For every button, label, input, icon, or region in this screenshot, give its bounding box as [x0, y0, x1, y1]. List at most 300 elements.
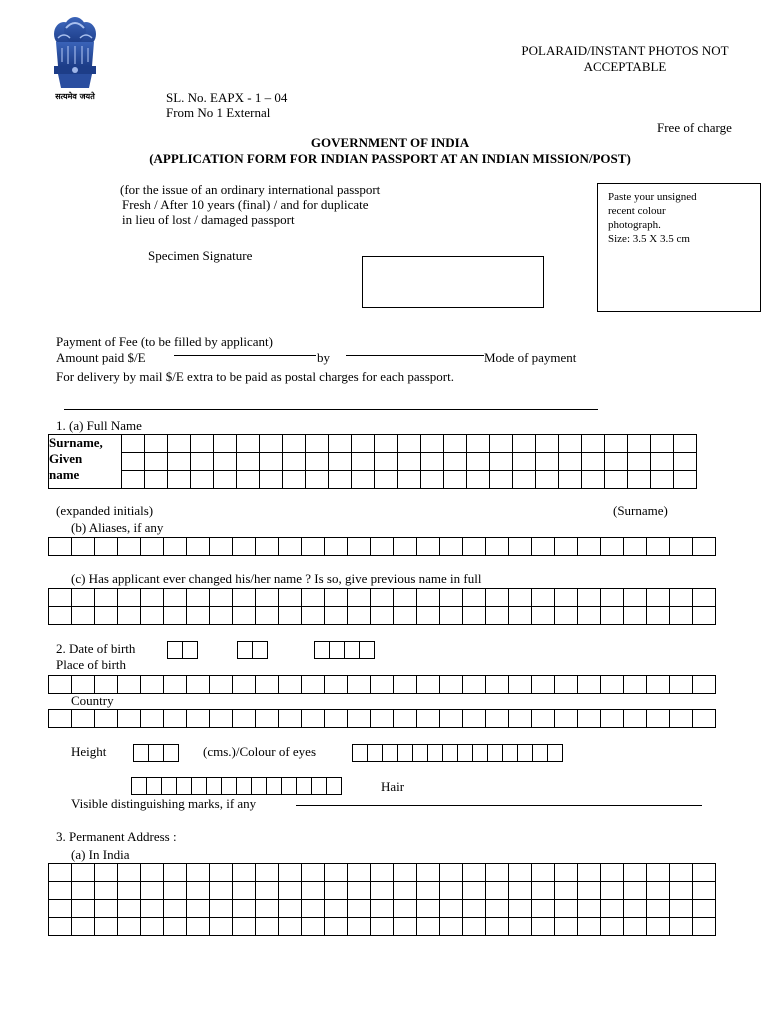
grid-cell[interactable] — [210, 607, 233, 625]
grid-cell[interactable] — [605, 435, 628, 453]
grid-cell[interactable] — [601, 918, 624, 936]
grid-cell[interactable] — [670, 589, 693, 607]
grid-cell[interactable] — [306, 471, 329, 489]
grid-cell[interactable] — [513, 471, 536, 489]
digit-box[interactable] — [161, 777, 177, 795]
grid-cell[interactable] — [210, 589, 233, 607]
grid-cell[interactable] — [348, 710, 371, 728]
grid-cell[interactable] — [145, 453, 168, 471]
grid-cell[interactable] — [49, 918, 72, 936]
grid-cell[interactable] — [325, 676, 348, 694]
grid-cell[interactable] — [509, 882, 532, 900]
grid-cell[interactable] — [509, 864, 532, 882]
aliases-grid[interactable] — [48, 537, 716, 556]
grid-cell[interactable] — [555, 900, 578, 918]
grid-cell[interactable] — [693, 538, 716, 556]
eye-colour-boxes[interactable] — [352, 744, 562, 762]
grid-cell[interactable] — [578, 607, 601, 625]
grid-cell[interactable] — [509, 589, 532, 607]
grid-cell[interactable] — [72, 918, 95, 936]
grid-cell[interactable] — [444, 435, 467, 453]
grid-cell[interactable] — [302, 900, 325, 918]
grid-cell[interactable] — [233, 882, 256, 900]
grid-cell[interactable] — [210, 538, 233, 556]
grid-cell[interactable] — [325, 538, 348, 556]
grid-cell[interactable] — [693, 882, 716, 900]
grid-cell[interactable] — [601, 538, 624, 556]
digit-box[interactable] — [176, 777, 192, 795]
grid-cell[interactable] — [417, 589, 440, 607]
country-grid[interactable] — [48, 709, 716, 728]
grid-cell[interactable] — [352, 435, 375, 453]
grid-cell[interactable] — [628, 453, 651, 471]
signature-box[interactable] — [362, 256, 544, 308]
grid-cell[interactable] — [256, 607, 279, 625]
grid-cell[interactable] — [214, 453, 237, 471]
grid-cell[interactable] — [670, 710, 693, 728]
grid-cell[interactable] — [348, 538, 371, 556]
grid-cell[interactable] — [95, 864, 118, 882]
grid-cell[interactable] — [490, 471, 513, 489]
digit-box[interactable] — [487, 744, 503, 762]
grid-cell[interactable] — [601, 589, 624, 607]
grid-cell[interactable] — [49, 589, 72, 607]
grid-cell[interactable] — [164, 538, 187, 556]
digit-box[interactable] — [252, 641, 268, 659]
grid-cell[interactable] — [210, 918, 233, 936]
grid-cell[interactable] — [647, 882, 670, 900]
grid-cell[interactable] — [624, 864, 647, 882]
grid-cell[interactable] — [210, 676, 233, 694]
digit-box[interactable] — [296, 777, 312, 795]
grid-cell[interactable] — [260, 435, 283, 453]
grid-cell[interactable] — [647, 864, 670, 882]
grid-cell[interactable] — [371, 710, 394, 728]
grid-cell[interactable] — [348, 676, 371, 694]
grid-cell[interactable] — [72, 864, 95, 882]
grid-cell[interactable] — [463, 710, 486, 728]
grid-cell[interactable] — [467, 453, 490, 471]
grid-cell[interactable] — [256, 589, 279, 607]
grid-cell[interactable] — [624, 900, 647, 918]
grid-cell[interactable] — [651, 471, 674, 489]
grid-cell[interactable] — [283, 471, 306, 489]
grid-cell[interactable] — [394, 589, 417, 607]
grid-cell[interactable] — [348, 918, 371, 936]
grid-cell[interactable] — [233, 864, 256, 882]
grid-cell[interactable] — [421, 435, 444, 453]
grid-cell[interactable] — [95, 676, 118, 694]
digit-box[interactable] — [314, 641, 330, 659]
digit-box[interactable] — [502, 744, 518, 762]
grid-cell[interactable] — [256, 900, 279, 918]
grid-cell[interactable] — [486, 607, 509, 625]
grid-cell[interactable] — [118, 589, 141, 607]
grid-cell[interactable] — [532, 918, 555, 936]
digit-box[interactable] — [359, 641, 375, 659]
grid-cell[interactable] — [559, 471, 582, 489]
grid-cell[interactable] — [325, 882, 348, 900]
digit-box[interactable] — [146, 777, 162, 795]
grid-cell[interactable] — [532, 900, 555, 918]
grid-cell[interactable] — [624, 710, 647, 728]
grid-cell[interactable] — [72, 589, 95, 607]
grid-cell[interactable] — [674, 471, 697, 489]
grid-cell[interactable] — [693, 607, 716, 625]
grid-cell[interactable] — [670, 607, 693, 625]
grid-cell[interactable] — [95, 882, 118, 900]
grid-cell[interactable] — [693, 918, 716, 936]
grid-cell[interactable] — [509, 918, 532, 936]
digit-box[interactable] — [412, 744, 428, 762]
grid-cell[interactable] — [279, 882, 302, 900]
grid-cell[interactable] — [256, 864, 279, 882]
grid-cell[interactable] — [601, 710, 624, 728]
grid-cell[interactable] — [693, 864, 716, 882]
grid-cell[interactable] — [302, 589, 325, 607]
hair-colour-boxes[interactable] — [131, 777, 341, 795]
grid-cell[interactable] — [509, 607, 532, 625]
digit-box[interactable] — [163, 744, 179, 762]
grid-cell[interactable] — [555, 589, 578, 607]
grid-cell[interactable] — [141, 538, 164, 556]
grid-cell[interactable] — [647, 676, 670, 694]
grid-cell[interactable] — [141, 676, 164, 694]
grid-cell[interactable] — [394, 882, 417, 900]
grid-cell[interactable] — [279, 900, 302, 918]
grid-cell[interactable] — [647, 607, 670, 625]
grid-cell[interactable] — [509, 900, 532, 918]
grid-cell[interactable] — [486, 864, 509, 882]
grid-cell[interactable] — [233, 676, 256, 694]
digit-box[interactable] — [311, 777, 327, 795]
grid-cell[interactable] — [555, 882, 578, 900]
grid-cell[interactable] — [210, 882, 233, 900]
grid-cell[interactable] — [256, 918, 279, 936]
grid-cell[interactable] — [302, 864, 325, 882]
grid-cell[interactable] — [95, 900, 118, 918]
grid-cell[interactable] — [141, 589, 164, 607]
grid-cell[interactable] — [463, 864, 486, 882]
amount-paid-field[interactable] — [174, 355, 316, 356]
grid-cell[interactable] — [352, 453, 375, 471]
grid-cell[interactable] — [624, 589, 647, 607]
grid-cell[interactable] — [670, 882, 693, 900]
grid-cell[interactable] — [601, 607, 624, 625]
grid-cell[interactable] — [141, 607, 164, 625]
digit-box[interactable] — [547, 744, 563, 762]
grid-cell[interactable] — [559, 453, 582, 471]
grid-cell[interactable] — [628, 471, 651, 489]
digit-box[interactable] — [427, 744, 443, 762]
digit-box[interactable] — [382, 744, 398, 762]
grid-cell[interactable] — [233, 538, 256, 556]
grid-cell[interactable] — [578, 882, 601, 900]
grid-cell[interactable] — [674, 435, 697, 453]
grid-cell[interactable] — [578, 538, 601, 556]
grid-cell[interactable] — [283, 435, 306, 453]
digit-box[interactable] — [237, 641, 253, 659]
grid-cell[interactable] — [647, 918, 670, 936]
digit-box[interactable] — [344, 641, 360, 659]
grid-cell[interactable] — [95, 607, 118, 625]
grid-cell[interactable] — [444, 471, 467, 489]
grid-cell[interactable] — [187, 882, 210, 900]
digit-box[interactable] — [131, 777, 147, 795]
grid-cell[interactable] — [191, 453, 214, 471]
grid-cell[interactable] — [463, 900, 486, 918]
grid-cell[interactable] — [371, 676, 394, 694]
grid-cell[interactable] — [72, 676, 95, 694]
grid-cell[interactable] — [394, 538, 417, 556]
grid-cell[interactable] — [417, 607, 440, 625]
grid-cell[interactable] — [279, 589, 302, 607]
digit-box[interactable] — [191, 777, 207, 795]
grid-cell[interactable] — [559, 435, 582, 453]
grid-cell[interactable] — [490, 435, 513, 453]
grid-cell[interactable] — [122, 471, 145, 489]
grid-cell[interactable] — [647, 710, 670, 728]
grid-cell[interactable] — [417, 676, 440, 694]
previous-name-grid[interactable] — [48, 588, 716, 625]
grid-cell[interactable] — [693, 900, 716, 918]
grid-cell[interactable] — [168, 453, 191, 471]
grid-cell[interactable] — [670, 864, 693, 882]
grid-cell[interactable] — [191, 435, 214, 453]
grid-cell[interactable] — [141, 864, 164, 882]
grid-cell[interactable] — [210, 864, 233, 882]
grid-cell[interactable] — [555, 607, 578, 625]
grid-cell[interactable] — [302, 538, 325, 556]
grid-cell[interactable] — [325, 710, 348, 728]
grid-cell[interactable] — [532, 710, 555, 728]
grid-cell[interactable] — [233, 607, 256, 625]
grid-cell[interactable] — [509, 710, 532, 728]
grid-cell[interactable] — [421, 453, 444, 471]
grid-cell[interactable] — [463, 882, 486, 900]
grid-cell[interactable] — [371, 607, 394, 625]
grid-cell[interactable] — [628, 435, 651, 453]
grid-cell[interactable] — [187, 538, 210, 556]
grid-cell[interactable] — [164, 864, 187, 882]
grid-cell[interactable] — [302, 710, 325, 728]
grid-cell[interactable] — [187, 607, 210, 625]
grid-cell[interactable] — [624, 882, 647, 900]
grid-cell[interactable] — [233, 900, 256, 918]
grid-cell[interactable] — [49, 676, 72, 694]
grid-cell[interactable] — [49, 710, 72, 728]
digit-box[interactable] — [133, 744, 149, 762]
grid-cell[interactable] — [164, 900, 187, 918]
grid-cell[interactable] — [168, 471, 191, 489]
grid-cell[interactable] — [463, 538, 486, 556]
grid-cell[interactable] — [118, 676, 141, 694]
grid-cell[interactable] — [440, 538, 463, 556]
grid-cell[interactable] — [536, 471, 559, 489]
grid-cell[interactable] — [394, 918, 417, 936]
grid-cell[interactable] — [605, 471, 628, 489]
grid-cell[interactable] — [49, 538, 72, 556]
grid-cell[interactable] — [72, 607, 95, 625]
grid-cell[interactable] — [624, 607, 647, 625]
paid-by-field[interactable] — [346, 355, 484, 356]
grid-cell[interactable] — [49, 900, 72, 918]
grid-cell[interactable] — [187, 918, 210, 936]
grid-cell[interactable] — [651, 435, 674, 453]
digit-box[interactable] — [281, 777, 297, 795]
grid-cell[interactable] — [398, 453, 421, 471]
grid-cell[interactable] — [348, 607, 371, 625]
digit-box[interactable] — [442, 744, 458, 762]
grid-cell[interactable] — [440, 676, 463, 694]
grid-cell[interactable] — [532, 607, 555, 625]
grid-cell[interactable] — [670, 676, 693, 694]
grid-cell[interactable] — [651, 453, 674, 471]
grid-cell[interactable] — [536, 435, 559, 453]
grid-cell[interactable] — [467, 471, 490, 489]
grid-cell[interactable] — [256, 538, 279, 556]
grid-cell[interactable] — [95, 710, 118, 728]
grid-cell[interactable] — [237, 435, 260, 453]
grid-cell[interactable] — [187, 589, 210, 607]
grid-cell[interactable] — [486, 676, 509, 694]
grid-cell[interactable] — [421, 471, 444, 489]
grid-cell[interactable] — [348, 882, 371, 900]
grid-cell[interactable] — [486, 900, 509, 918]
grid-cell[interactable] — [214, 471, 237, 489]
grid-cell[interactable] — [164, 589, 187, 607]
grid-cell[interactable] — [417, 538, 440, 556]
grid-cell[interactable] — [260, 453, 283, 471]
grid-cell[interactable] — [237, 471, 260, 489]
grid-cell[interactable] — [601, 864, 624, 882]
grid-cell[interactable] — [536, 453, 559, 471]
grid-cell[interactable] — [605, 453, 628, 471]
grid-cell[interactable] — [49, 882, 72, 900]
grid-cell[interactable] — [601, 900, 624, 918]
grid-cell[interactable] — [647, 900, 670, 918]
grid-cell[interactable] — [233, 589, 256, 607]
grid-cell[interactable] — [233, 710, 256, 728]
grid-cell[interactable] — [256, 710, 279, 728]
grid-cell[interactable] — [329, 453, 352, 471]
grid-cell[interactable] — [578, 589, 601, 607]
digit-box[interactable] — [266, 777, 282, 795]
grid-cell[interactable] — [555, 676, 578, 694]
address-india-grid[interactable] — [48, 863, 716, 936]
grid-cell[interactable] — [578, 864, 601, 882]
grid-cell[interactable] — [279, 864, 302, 882]
grid-cell[interactable] — [95, 538, 118, 556]
grid-cell[interactable] — [670, 900, 693, 918]
grid-cell[interactable] — [624, 676, 647, 694]
grid-cell[interactable] — [118, 607, 141, 625]
grid-cell[interactable] — [486, 589, 509, 607]
grid-cell[interactable] — [141, 710, 164, 728]
grid-cell[interactable] — [118, 864, 141, 882]
grid-cell[interactable] — [141, 882, 164, 900]
grid-cell[interactable] — [398, 435, 421, 453]
grid-cell[interactable] — [187, 900, 210, 918]
grid-cell[interactable] — [49, 864, 72, 882]
grid-cell[interactable] — [72, 538, 95, 556]
grid-cell[interactable] — [210, 710, 233, 728]
grid-cell[interactable] — [118, 882, 141, 900]
grid-cell[interactable] — [532, 589, 555, 607]
grid-cell[interactable] — [440, 864, 463, 882]
grid-cell[interactable] — [578, 710, 601, 728]
grid-cell[interactable] — [394, 864, 417, 882]
grid-cell[interactable] — [371, 864, 394, 882]
grid-cell[interactable] — [237, 453, 260, 471]
digit-box[interactable] — [148, 744, 164, 762]
grid-cell[interactable] — [624, 918, 647, 936]
grid-cell[interactable] — [532, 864, 555, 882]
grid-cell[interactable] — [168, 435, 191, 453]
digit-box[interactable] — [221, 777, 237, 795]
grid-cell[interactable] — [72, 900, 95, 918]
grid-cell[interactable] — [371, 538, 394, 556]
dob-month-boxes[interactable] — [237, 641, 267, 659]
grid-cell[interactable] — [582, 435, 605, 453]
grid-cell[interactable] — [693, 676, 716, 694]
grid-cell[interactable] — [440, 589, 463, 607]
grid-cell[interactable] — [371, 900, 394, 918]
grid-cell[interactable] — [647, 589, 670, 607]
digit-box[interactable] — [329, 641, 345, 659]
digit-box[interactable] — [206, 777, 222, 795]
digit-box[interactable] — [182, 641, 198, 659]
digit-box[interactable] — [251, 777, 267, 795]
grid-cell[interactable] — [164, 882, 187, 900]
grid-cell[interactable] — [145, 471, 168, 489]
height-boxes[interactable] — [133, 744, 178, 762]
grid-cell[interactable] — [329, 435, 352, 453]
grid-cell[interactable] — [329, 471, 352, 489]
grid-cell[interactable] — [555, 864, 578, 882]
digit-box[interactable] — [167, 641, 183, 659]
grid-cell[interactable] — [463, 676, 486, 694]
grid-cell[interactable] — [486, 538, 509, 556]
grid-cell[interactable] — [260, 471, 283, 489]
grid-cell[interactable] — [555, 710, 578, 728]
dob-year-boxes[interactable] — [314, 641, 374, 659]
grid-cell[interactable] — [417, 882, 440, 900]
grid-cell[interactable] — [555, 538, 578, 556]
grid-cell[interactable] — [440, 710, 463, 728]
grid-cell[interactable] — [578, 676, 601, 694]
grid-cell[interactable] — [187, 676, 210, 694]
place-of-birth-grid[interactable] — [48, 675, 716, 694]
grid-cell[interactable] — [394, 900, 417, 918]
grid-cell[interactable] — [348, 589, 371, 607]
grid-cell[interactable] — [187, 864, 210, 882]
grid-cell[interactable] — [187, 710, 210, 728]
grid-cell[interactable] — [375, 435, 398, 453]
digit-box[interactable] — [352, 744, 368, 762]
grid-cell[interactable] — [256, 676, 279, 694]
grid-cell[interactable] — [444, 453, 467, 471]
grid-cell[interactable] — [440, 882, 463, 900]
grid-cell[interactable] — [417, 710, 440, 728]
grid-cell[interactable] — [394, 676, 417, 694]
grid-cell[interactable] — [486, 882, 509, 900]
grid-cell[interactable] — [417, 864, 440, 882]
grid-cell[interactable] — [145, 435, 168, 453]
grid-cell[interactable] — [624, 538, 647, 556]
grid-cell[interactable] — [302, 882, 325, 900]
grid-cell[interactable] — [375, 453, 398, 471]
